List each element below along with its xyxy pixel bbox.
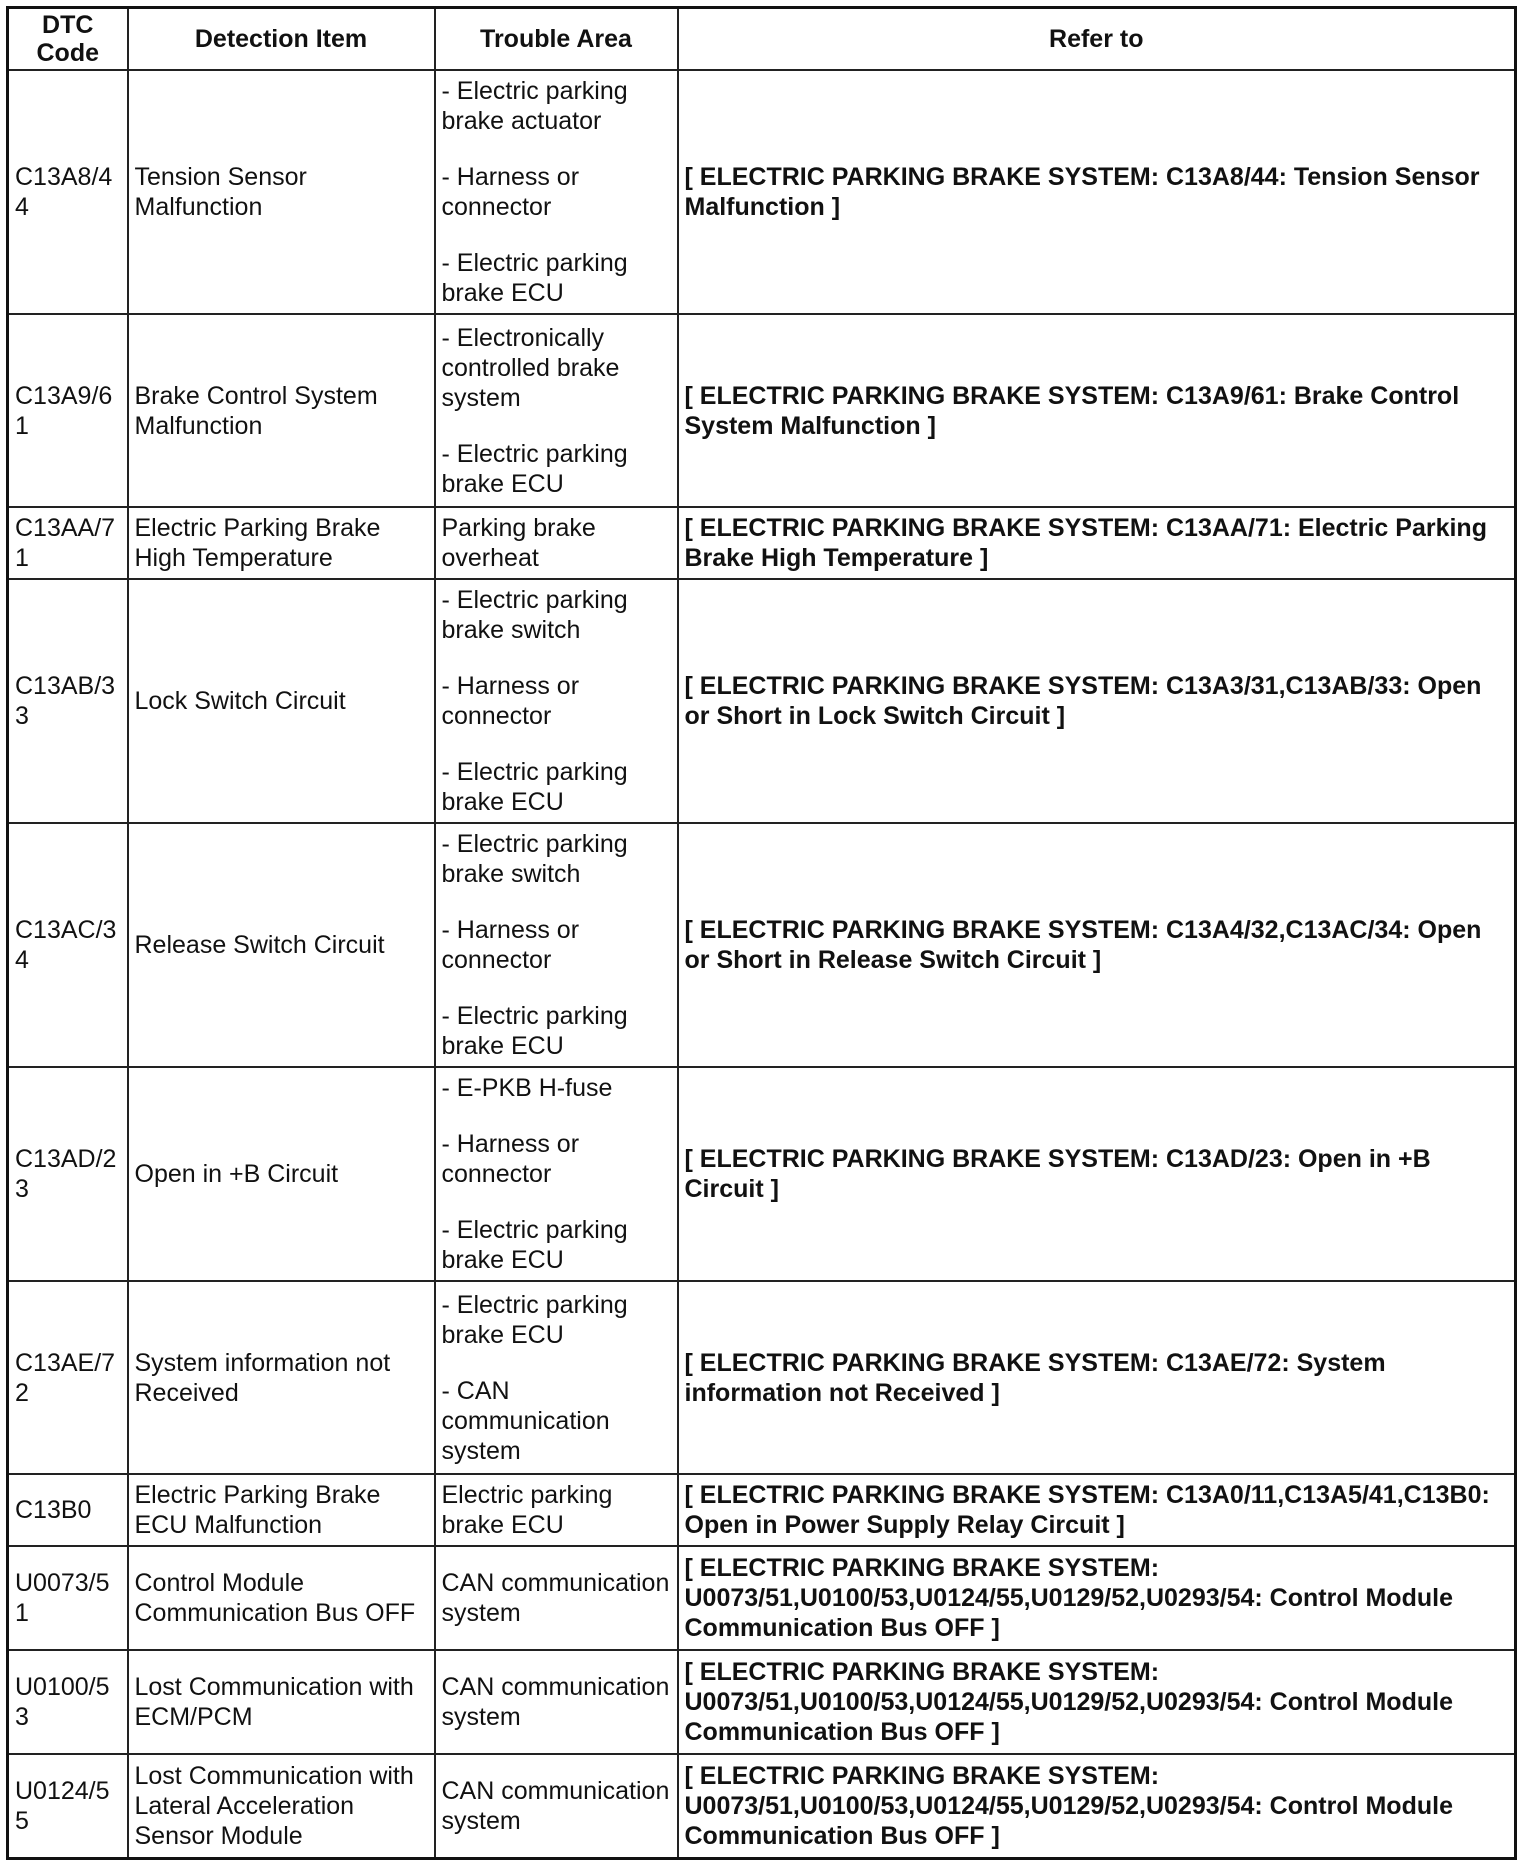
trouble-area-entry: - Electronically controlled brake system: [441, 323, 620, 412]
detection-item-cell: Brake Control System Malfunction: [128, 314, 435, 507]
trouble-area-entry: - Electric parking brake switch: [441, 830, 628, 888]
detection-item-cell: Control Module Communication Bus OFF: [128, 1546, 435, 1650]
trouble-area-entry: CAN communication system: [441, 1776, 670, 1835]
header-refer-to: Refer to: [678, 8, 1516, 71]
refer-to-link[interactable]: [ ELECTRIC PARKING BRAKE SYSTEM: C13A9/61: Brake Control System Malfunction ]: [678, 314, 1516, 507]
detection-item-cell: Lost Communication with ECM/PCM: [128, 1650, 435, 1754]
trouble-area-cell: [435, 823, 678, 1067]
table-row: [8, 823, 1516, 1067]
header-dtc-code-line2: Code: [36, 39, 99, 67]
dtc-table: [6, 6, 1517, 1860]
table-row: [8, 1650, 1516, 1754]
refer-to-link[interactable]: [ ELECTRIC PARKING BRAKE SYSTEM: U0073/51,U0100/53,U0124/55,U0129/52,U0293/54: Control Module Communication Bus OFF ]: [678, 1650, 1516, 1754]
refer-to-link[interactable]: [ ELECTRIC PARKING BRAKE SYSTEM: C13A8/44: Tension Sensor Malfunction ]: [678, 70, 1516, 314]
refer-to-link[interactable]: [ ELECTRIC PARKING BRAKE SYSTEM: C13A4/32,C13AC/34: Open or Short in Release Switch Circuit ]: [678, 823, 1516, 1067]
trouble-area-entry: - Electric parking brake ECU: [441, 758, 628, 816]
trouble-area-cell: [435, 1650, 678, 1754]
trouble-area-cell: [435, 1067, 678, 1281]
table-row: [8, 507, 1516, 579]
trouble-area-entry: - Harness or connector: [441, 916, 580, 974]
trouble-area-entry: - Electric parking brake ECU: [441, 1002, 628, 1060]
trouble-area-cell: [435, 1754, 678, 1858]
header-row: [8, 8, 1516, 71]
trouble-area-entry: - Electric parking brake ECU: [441, 439, 628, 498]
trouble-area-cell: [435, 579, 678, 823]
table-row: [8, 1067, 1516, 1281]
trouble-area-entry: - Electric parking brake ECU: [441, 1216, 628, 1274]
dtc-code-cell: C13AA/71: [8, 507, 128, 579]
trouble-area-entry: - Electric parking brake ECU: [441, 1290, 628, 1349]
detection-item-cell: System information not Received: [128, 1281, 435, 1474]
trouble-area-entry: Parking brake overheat: [441, 514, 596, 572]
trouble-area-entry: - CAN communication system: [441, 1376, 610, 1465]
detection-item-cell: Open in +B Circuit: [128, 1067, 435, 1281]
refer-to-link[interactable]: [ ELECTRIC PARKING BRAKE SYSTEM: U0073/51,U0100/53,U0124/55,U0129/52,U0293/54: Control Module Communication Bus OFF ]: [678, 1754, 1516, 1858]
trouble-area-entry: CAN communication system: [441, 1673, 670, 1731]
trouble-area-cell: [435, 70, 678, 314]
header-trouble-area: Trouble Area: [435, 8, 678, 71]
dtc-code-cell: U0100/53: [8, 1650, 128, 1754]
trouble-area-cell: [435, 1281, 678, 1474]
trouble-area-cell: [435, 507, 678, 579]
dtc-code-cell: C13A8/44: [8, 70, 128, 314]
header-dtc-code-line1: DTC: [42, 11, 94, 39]
detection-item-cell: Electric Parking Brake ECU Malfunction: [128, 1474, 435, 1546]
trouble-area-cell: [435, 1474, 678, 1546]
header-dtc-code: [8, 8, 128, 71]
trouble-area-entry: - Electric parking brake switch: [441, 586, 628, 644]
trouble-area-entry: Electric parking brake ECU: [441, 1481, 613, 1539]
dtc-code-cell: U0073/51: [8, 1546, 128, 1650]
detection-item-cell: Tension Sensor Malfunction: [128, 70, 435, 314]
header-detection-item: Detection Item: [128, 8, 435, 71]
table-row: [8, 314, 1516, 507]
refer-to-link[interactable]: [ ELECTRIC PARKING BRAKE SYSTEM: C13AD/23: Open in +B Circuit ]: [678, 1067, 1516, 1281]
table-row: [8, 1281, 1516, 1474]
table-row: [8, 1754, 1516, 1858]
table-row: [8, 1546, 1516, 1650]
table-row: [8, 579, 1516, 823]
trouble-area-entry: - Electric parking brake actuator: [441, 77, 628, 135]
trouble-area-cell: [435, 314, 678, 507]
trouble-area-entry: - E-PKB H-fuse: [441, 1074, 613, 1102]
table-header: [8, 8, 1516, 71]
refer-to-link[interactable]: [ ELECTRIC PARKING BRAKE SYSTEM: C13A0/11,C13A5/41,C13B0: Open in Power Supply Relay Circuit ]: [678, 1474, 1516, 1546]
refer-to-link[interactable]: [ ELECTRIC PARKING BRAKE SYSTEM: C13A3/31,C13AB/33: Open or Short in Lock Switch Circuit ]: [678, 579, 1516, 823]
dtc-code-cell: C13A9/61: [8, 314, 128, 507]
dtc-code-cell: C13AB/33: [8, 579, 128, 823]
table-body: [8, 70, 1516, 1858]
trouble-area-entry: - Harness or connector: [441, 672, 580, 730]
table-row: [8, 1474, 1516, 1546]
dtc-code-cell: U0124/55: [8, 1754, 128, 1858]
dtc-code-cell: C13AC/34: [8, 823, 128, 1067]
trouble-area-entry: - Harness or connector: [441, 163, 580, 221]
detection-item-cell: Lost Communication with Lateral Acceleration Sensor Module: [128, 1754, 435, 1858]
trouble-area-entry: CAN communication system: [441, 1569, 670, 1627]
trouble-area-entry: - Electric parking brake ECU: [441, 249, 628, 307]
refer-to-link[interactable]: [ ELECTRIC PARKING BRAKE SYSTEM: C13AE/72: System information not Received ]: [678, 1281, 1516, 1474]
trouble-area-entry: - Harness or connector: [441, 1130, 580, 1188]
dtc-code-cell: C13AE/72: [8, 1281, 128, 1474]
refer-to-link[interactable]: [ ELECTRIC PARKING BRAKE SYSTEM: U0073/51,U0100/53,U0124/55,U0129/52,U0293/54: Control Module Communication Bus OFF ]: [678, 1546, 1516, 1650]
trouble-area-cell: [435, 1546, 678, 1650]
dtc-code-cell: C13B0: [8, 1474, 128, 1546]
detection-item-cell: Electric Parking Brake High Temperature: [128, 507, 435, 579]
table-row: [8, 70, 1516, 314]
detection-item-cell: Lock Switch Circuit: [128, 579, 435, 823]
detection-item-cell: Release Switch Circuit: [128, 823, 435, 1067]
dtc-code-cell: C13AD/23: [8, 1067, 128, 1281]
refer-to-link[interactable]: [ ELECTRIC PARKING BRAKE SYSTEM: C13AA/71: Electric Parking Brake High Temperature ]: [678, 507, 1516, 579]
